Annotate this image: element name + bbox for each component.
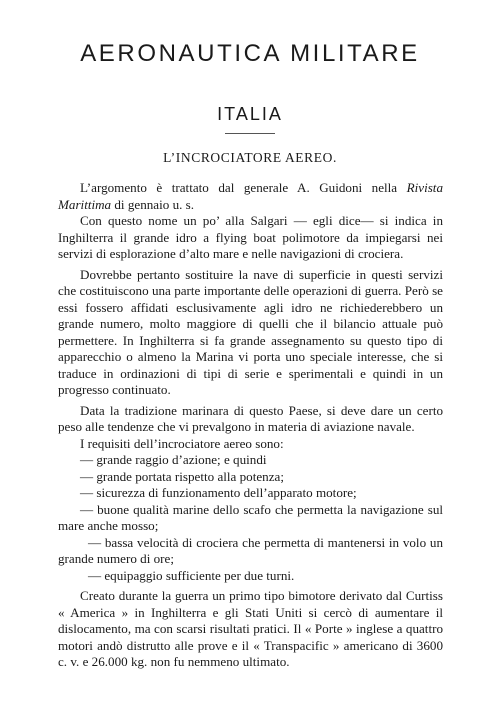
requirement-item: — sicurezza di funzionamento dell’apparato motore; [80, 485, 357, 500]
section-title: AERONAUTICA MILITARE [80, 40, 420, 67]
paragraph: Con questo nome un po’ alla Salgari — egli dice— si indica in Inghilterra il grande idro a flying boat polimotore da impiegarsi nei servizi di esplorazione d’alto mare e nelle navigazioni di crociera. [58, 213, 443, 261]
requirement-item: — equipaggio sufficiente per due turni. [88, 567, 295, 583]
intro-date: di gennaio u. s. [111, 196, 195, 212]
intro-text: L’argomento è trattato dal generale A. Guidoni nella [80, 180, 407, 195]
article-title: L’INCROCIATORE AEREO. [163, 150, 337, 165]
article-body [58, 180, 443, 671]
heading-rule [225, 133, 275, 134]
country-heading: ITALIA [217, 104, 283, 124]
paragraph: I requisiti dell’incrociatore aereo sono: [80, 435, 284, 451]
requirement-item: — grande raggio d’azione; e quindi [80, 452, 267, 467]
paragraph: Data la tradizione marinara di questo Paese, si deve dare un certo peso alle tendenze che vi prevalgono in materia di aviazione navale. [58, 402, 443, 434]
paragraph: Creato durante la guerra un primo tipo bimotore derivato dal Curtiss « America » in Inghilterra e gli Stati Uniti si cercò di aumentare il dislocamento, ma con scarsi risultati pratici. Il « Porte » inglese a quattro motori andò distrutto alle prove e il « Transpacific » americano di 3600 c. v. e 26.000 kg. non fu nemmeno ultimato. [58, 588, 443, 669]
paragraph-intro [58, 180, 443, 213]
journal-name: Rivista Marittima [58, 180, 443, 212]
paragraph: Dovrebbe pertanto sostituire la nave di superficie in questi servizi che costituiscono una parte importante delle operazioni di guerra. Però se essi fossero affidati esclusivamente agli idro ne richiederebbero un grande numero, molto maggiore di quelli che il bilancio attuale può permettere. In Inghilterra si fa grande assegnamento su questo tipo di apparecchio o almeno la Marina vi porta uno speciale interesse, che si traduce in ordinazioni di tipi di serie e sperimentali e quindi in un progresso continuato. [58, 266, 443, 397]
requirement-item: — grande portata rispetto alla potenza; [80, 468, 284, 484]
requirement-item: — bassa velocità di crociera che permetta di mantenersi in volo un grande numero di ore; [58, 534, 443, 566]
requirement-item: — buone qualità marine dello scafo che permetta la navigazione sul mare anche mosso; [58, 501, 443, 533]
